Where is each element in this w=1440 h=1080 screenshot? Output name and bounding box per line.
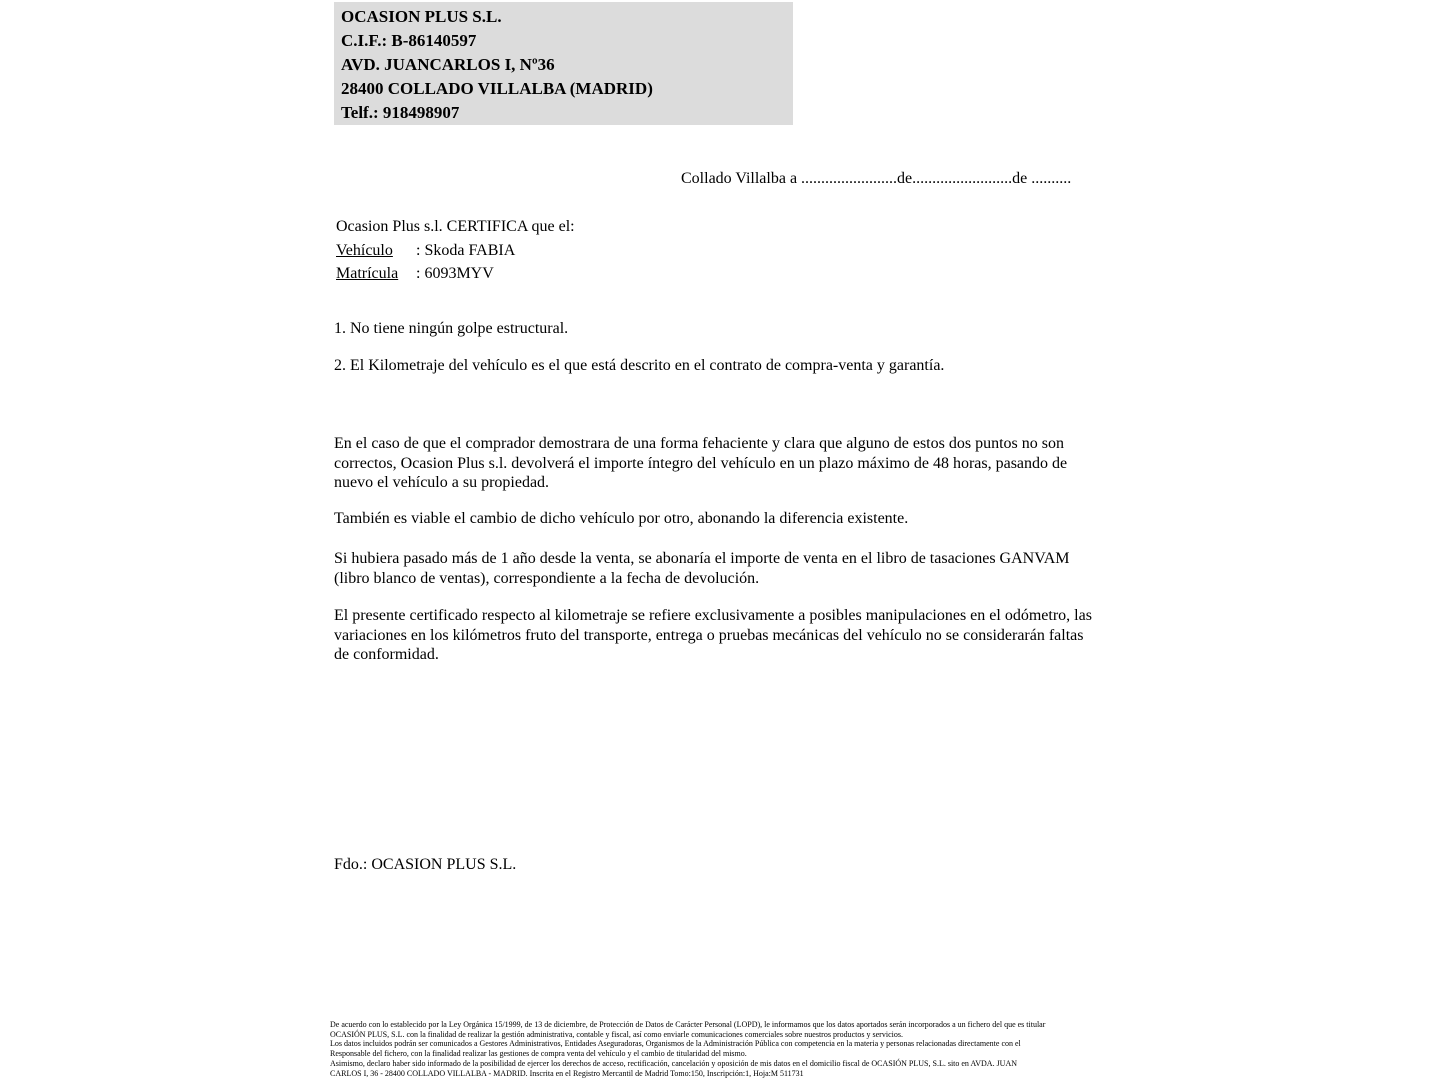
plate-field [336,262,575,286]
paragraph-exchange: También es viable el cambio de dicho vehículo por otro, abonando la diferencia existente. [334,510,909,527]
company-cif: C.I.F.: B-86140597 [341,31,477,50]
paragraph-odometer: El presente certificado respecto al kilometraje se refiere exclusivamente a posibles manipulaciones en el odómetro, las variaciones en los kilómetros fruto del transporte, entrega o pruebas mecánicas del vehículo no se considerarán faltas de conformidad. [334,607,1092,663]
certificate-block [336,215,575,286]
signature-line: Fdo.: OCASION PLUS S.L. [334,856,517,873]
legal-footer [330,1020,1120,1078]
legal-line-5: Asimismo, declaro haber sido informado de la posibilidad de ejercer los derechos de acceso, rectificación, cancelación y oposición de mis datos en el domicilio fiscal de OCASIÓN PLUS, S.L. sito en AVDA. JUAN [330,1058,1018,1068]
company-city: 28400 COLLADO VILLALBA (MADRID) [341,79,653,98]
date-fill-in-line: Collado Villalba a ........................de.........................de .......... [681,170,1072,187]
company-header-box [334,2,793,125]
vehicle-field [336,239,575,263]
point-2: 2. El Kilometraje del vehículo es el que está descrito en el contrato de compra-venta y garantía. [334,357,945,374]
company-address: AVD. JUANCARLOS I, Nº36 [341,55,555,74]
company-phone: Telf.: 918498907 [341,103,460,122]
legal-line-4: Responsable del fichero, con la finalidad realizar las gestiones de compra venta del vehículo y el cambio de titularidad del mismo. [330,1049,747,1059]
legal-line-1: De acuerdo con lo establecido por la Ley Orgánica 15/1999, de 13 de diciembre, de Protección de Datos de Carácter Personal (LOPD), le informamos que los datos aportados serán incorporados a un fichero del que es titular [330,1020,1046,1029]
legal-line-3: Los datos incluidos podrán ser comunicados a Gestores Administrativos, Entidades Aseguradoras, Organismos de la Administración Pública con competencia en la materia y personas relacionadas directamente con el [330,1039,1021,1049]
legal-line-2: OCASIÓN PLUS, S.L. con la finalidad de realizar la gestión administrativa, contable y fiscal, así como enviarle comunicaciones comerciales sobre nuestros productos y servicios. [330,1029,903,1039]
paragraph-refund: En el caso de que el comprador demostrara de una forma fehaciente y clara que alguno de estos dos puntos no son correctos, Ocasion Plus s.l. devolverá el importe íntegro del vehículo en un plazo máximo de 48 horas, pasando de nuevo el vehículo a su propiedad. [334,435,1068,491]
vehicle-label-cell [336,239,416,263]
company-name: OCASION PLUS S.L. [341,7,502,26]
certificate-intro: Ocasion Plus s.l. CERTIFICA que el: [336,218,575,235]
point-1: 1. No tiene ningún golpe estructural. [334,320,569,337]
plate-value: : 6093MYV [416,265,494,283]
vehicle-label: Vehículo [336,241,393,259]
plate-label: Matrícula [336,265,399,283]
vehicle-value: : Skoda FABIA [416,241,516,259]
paragraph-ganvam: Si hubiera pasado más de 1 año desde la venta, se abonaría el importe de venta en el libro de tasaciones GANVAM (libro blanco de ventas), correspondiente a la fecha de devolución. [334,550,1070,587]
plate-label-cell [336,262,416,286]
legal-line-6: CARLOS I, 36 - 28400 COLLADO VILLALBA - MADRID. Inscrita en el Registro Mercantil de Madrid Tomo:150, Inscripción:1, Hoja:M 511731 [330,1068,804,1078]
